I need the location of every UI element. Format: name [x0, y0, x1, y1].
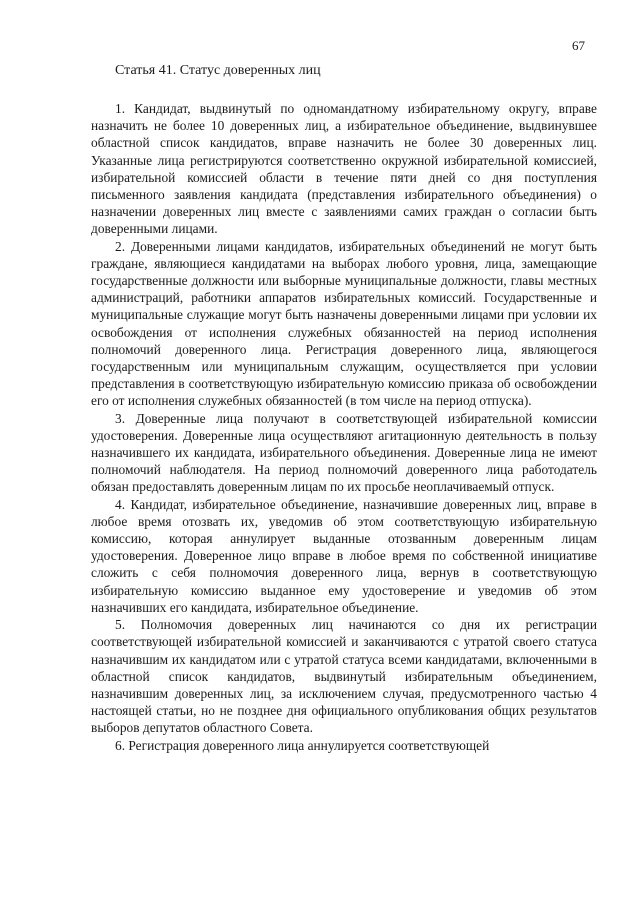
page-number: 67 [572, 38, 585, 53]
paragraph-3: 3. Доверенные лица получают в соответствующей избирательной комиссии удостоверения. Доверенные лица осуществляют агитационную деятельность в пользу назначившего их кандидата, избирательного объединения. Доверенные лица не имеют полномочий наблюдателя. На период полномочий доверенного лица работодатель обязан предоставлять доверенным лицам по их просьбе неоплачиваемый отпуск. [91, 410, 597, 495]
document-body [91, 62, 597, 754]
article-paragraphs [91, 100, 597, 754]
paragraph-6: 6. Регистрация доверенного лица аннулируется соответствующей [115, 737, 490, 753]
paragraph-1: 1. Кандидат, выдвинутый по одномандатному избирательному округу, вправе назначить не более 10 доверенных лиц, а избирательное объединение, выдвинувшее областной список кандидатов, вправе назначить не более 30 доверенных лиц. Указанные лица регистрируются соответственно окружной избирательной комиссией, избирательной комиссией области в течение пяти дней со дня поступления письменного заявления кандидата (представления избирательного объединения) о назначении доверенных лиц вместе с заявлениями самих граждан о согласии быть доверенными лицами. [91, 101, 597, 237]
article-title: Статья 41. Статус доверенных лиц [115, 63, 321, 78]
paragraph-2: 2. Доверенными лицами кандидатов, избирательных объединений не могут быть граждане, являющиеся кандидатами на выборах любого уровня, лица, замещающие государственные должности или выборные муниципальные должности, главы местных администраций, работники аппаратов избирательных комиссий. Государственные и муниципальные служащие могут быть назначены доверенными лицами при условии их освобождения от исполнения служебных обязанностей на период исполнения полномочий доверенного лица. Регистрация доверенного лица, являющегося государственным или муниципальным служащим, осуществляется при условии представления в соответствующую избирательную комиссию приказа об освобождении его от исполнения служебных обязанностей (в том числе на период отпуска). [91, 238, 597, 409]
paragraph-4: 4. Кандидат, избирательное объединение, назначившие доверенных лиц, вправе в любое время отозвать их, уведомив об этом соответствующую избирательную комиссию, которая аннулирует выданные отозванным доверенным лицам удостоверения. Доверенное лицо вправе в любое время по собственной инициативе сложить с себя полномочия доверенного лица, вернув в соответствующую избирательную комиссию выданное ему удостоверение и уведомив об этом назначивших его кандидата, избирательное объединение. [91, 496, 597, 615]
paragraph-5: 5. Полномочия доверенных лиц начинаются со дня их регистрации соответствующей избирательной комиссией и заканчиваются с утратой своего статуса назначившим их кандидатом или с утратой статуса всеми кандидатами, включенными в областной список кандидатов, выдвинутый избирательным объединением, назначившим доверенных лиц, за исключением случая, предусмотренного частью 4 настоящей статьи, но не позднее дня официального опубликования общих результатов выборов депутатов областного Совета. [91, 617, 597, 736]
